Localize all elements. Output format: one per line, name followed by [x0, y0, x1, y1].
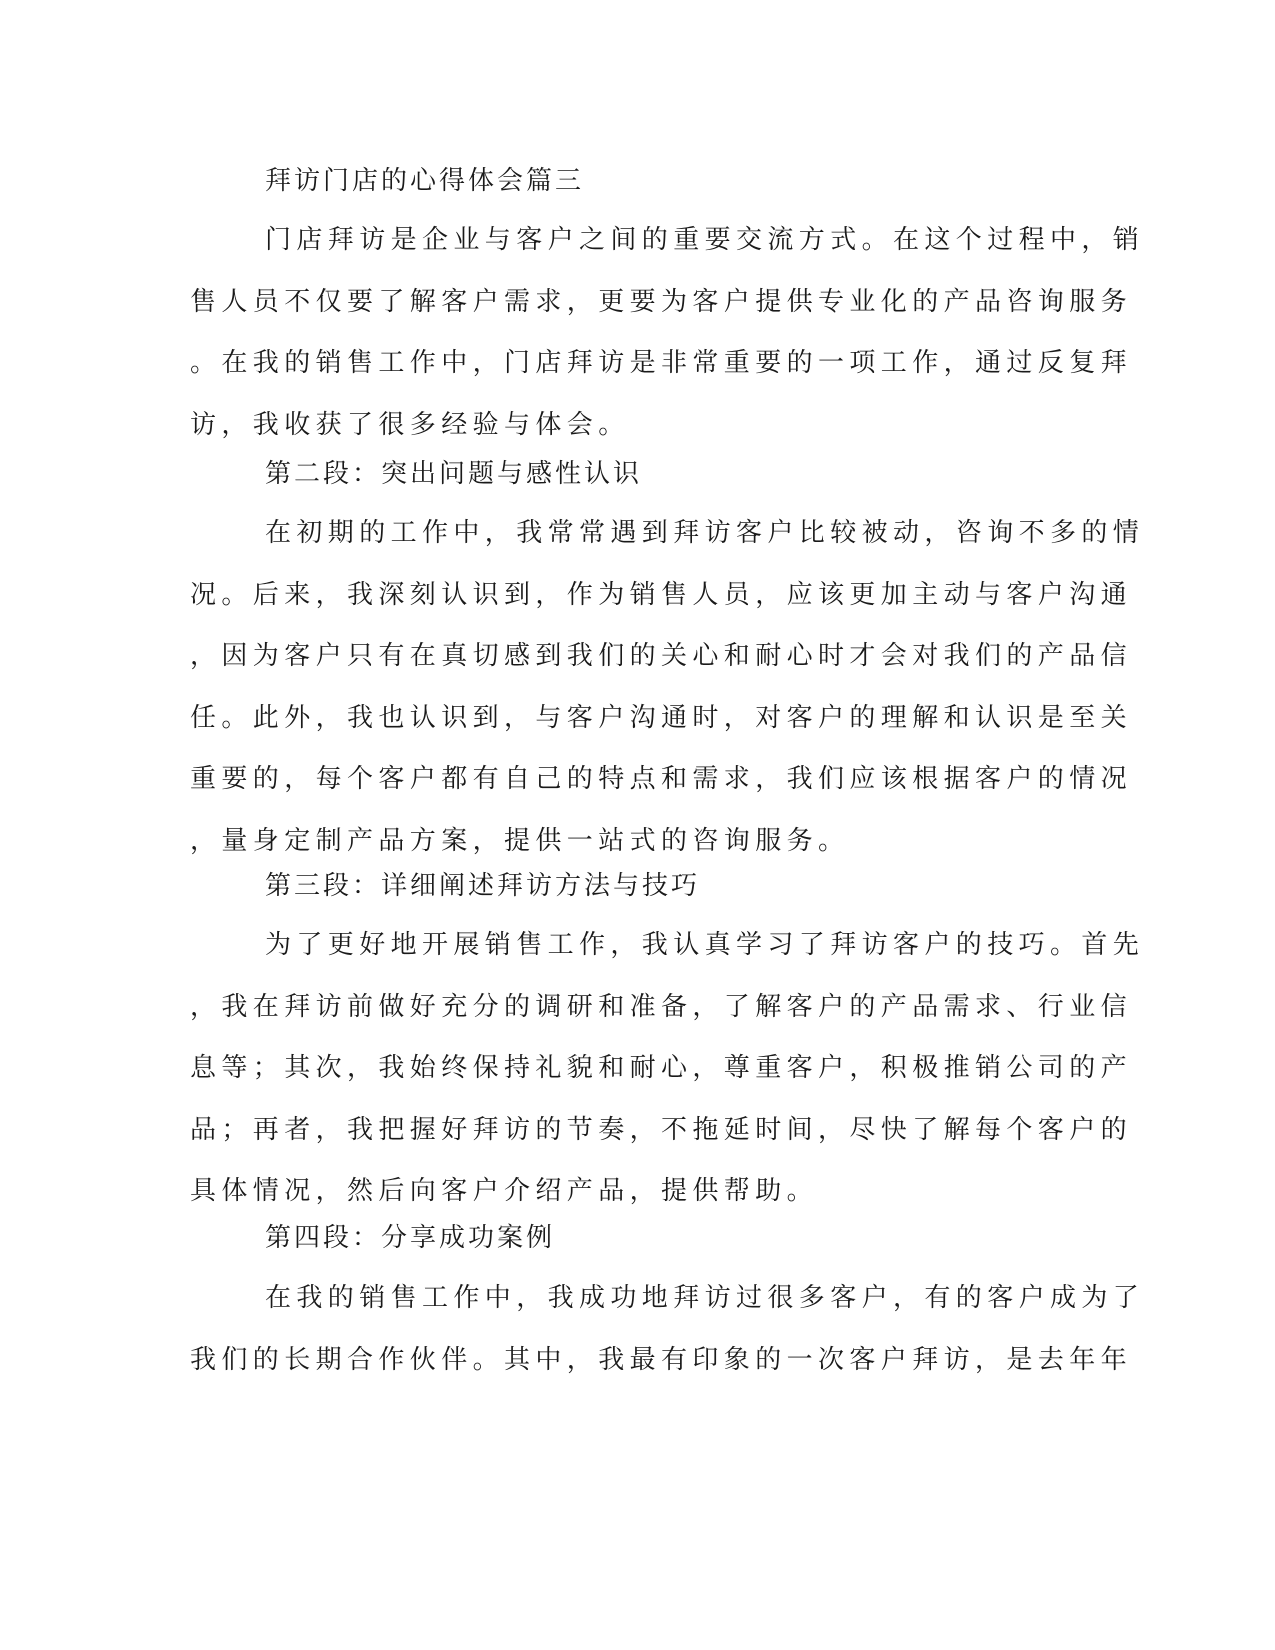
paragraph-line: 售人员不仅要了解客户需求，更要为客户提供专业化的产品咨询服务 [190, 286, 1133, 317]
paragraph-line: 为了更好地开展销售工作，我认真学习了拜访客户的技巧。首先 [265, 930, 1145, 960]
paragraph-line: 况。后来，我深刻认识到，作为销售人员，应该更加主动与客户沟通 [190, 579, 1133, 610]
paragraph-line: 息等；其次，我始终保持礼貌和耐心，尊重客户，积极推销公司的产 [190, 1053, 1133, 1083]
paragraph-line: 任。此外，我也认识到，与客户沟通时，对客户的理解和认识是至关 [190, 702, 1133, 733]
paragraph-line: 在我的销售工作中，我成功地拜访过很多客户，有的客户成为了 [265, 1283, 1145, 1313]
paragraph-line: 品；再者，我把握好拜访的节奏，不拖延时间，尽快了解每个客户的 [190, 1114, 1133, 1145]
paragraph-section-3 [190, 915, 1145, 1223]
paragraph-line: ，量身定制产品方案，提供一站式的咨询服务。 [190, 825, 850, 856]
paragraph-line: 在初期的工作中，我常常遇到拜访客户比较被动，咨询不多的情 [265, 518, 1145, 548]
paragraph-section-2 [190, 503, 1145, 872]
paragraph-line: 重要的，每个客户都有自己的特点和需求，我们应该根据客户的情况 [190, 764, 1133, 794]
paragraph-line: ，我在拜访前做好充分的调研和准备，了解客户的产品需求、行业信 [190, 991, 1133, 1022]
paragraph-line: 我们的长期合作伙伴。其中，我最有印象的一次客户拜访，是去年年 [190, 1344, 1133, 1375]
document-title: 拜访门店的心得体会篇三 [265, 166, 585, 196]
paragraph-section-4 [190, 1268, 1145, 1391]
section-heading-2: 第二段：突出问题与感性认识 [265, 459, 643, 489]
section-heading-3: 第三段：详细阐述拜访方法与技巧 [265, 871, 701, 901]
paragraph-intro [190, 210, 1145, 456]
paragraph-line: 具体情况，然后向客户介绍产品，提供帮助。 [190, 1176, 819, 1206]
paragraph-line: 。在我的销售工作中，门店拜访是非常重要的一项工作，通过反复拜 [190, 348, 1133, 378]
paragraph-line: 访，我收获了很多经验与体会。 [190, 409, 630, 440]
paragraph-line: 门店拜访是企业与客户之间的重要交流方式。在这个过程中，销 [265, 225, 1145, 255]
paragraph-line: ，因为客户只有在真切感到我们的关心和耐心时才会对我们的产品信 [190, 641, 1133, 671]
section-heading-4: 第四段：分享成功案例 [265, 1223, 556, 1253]
